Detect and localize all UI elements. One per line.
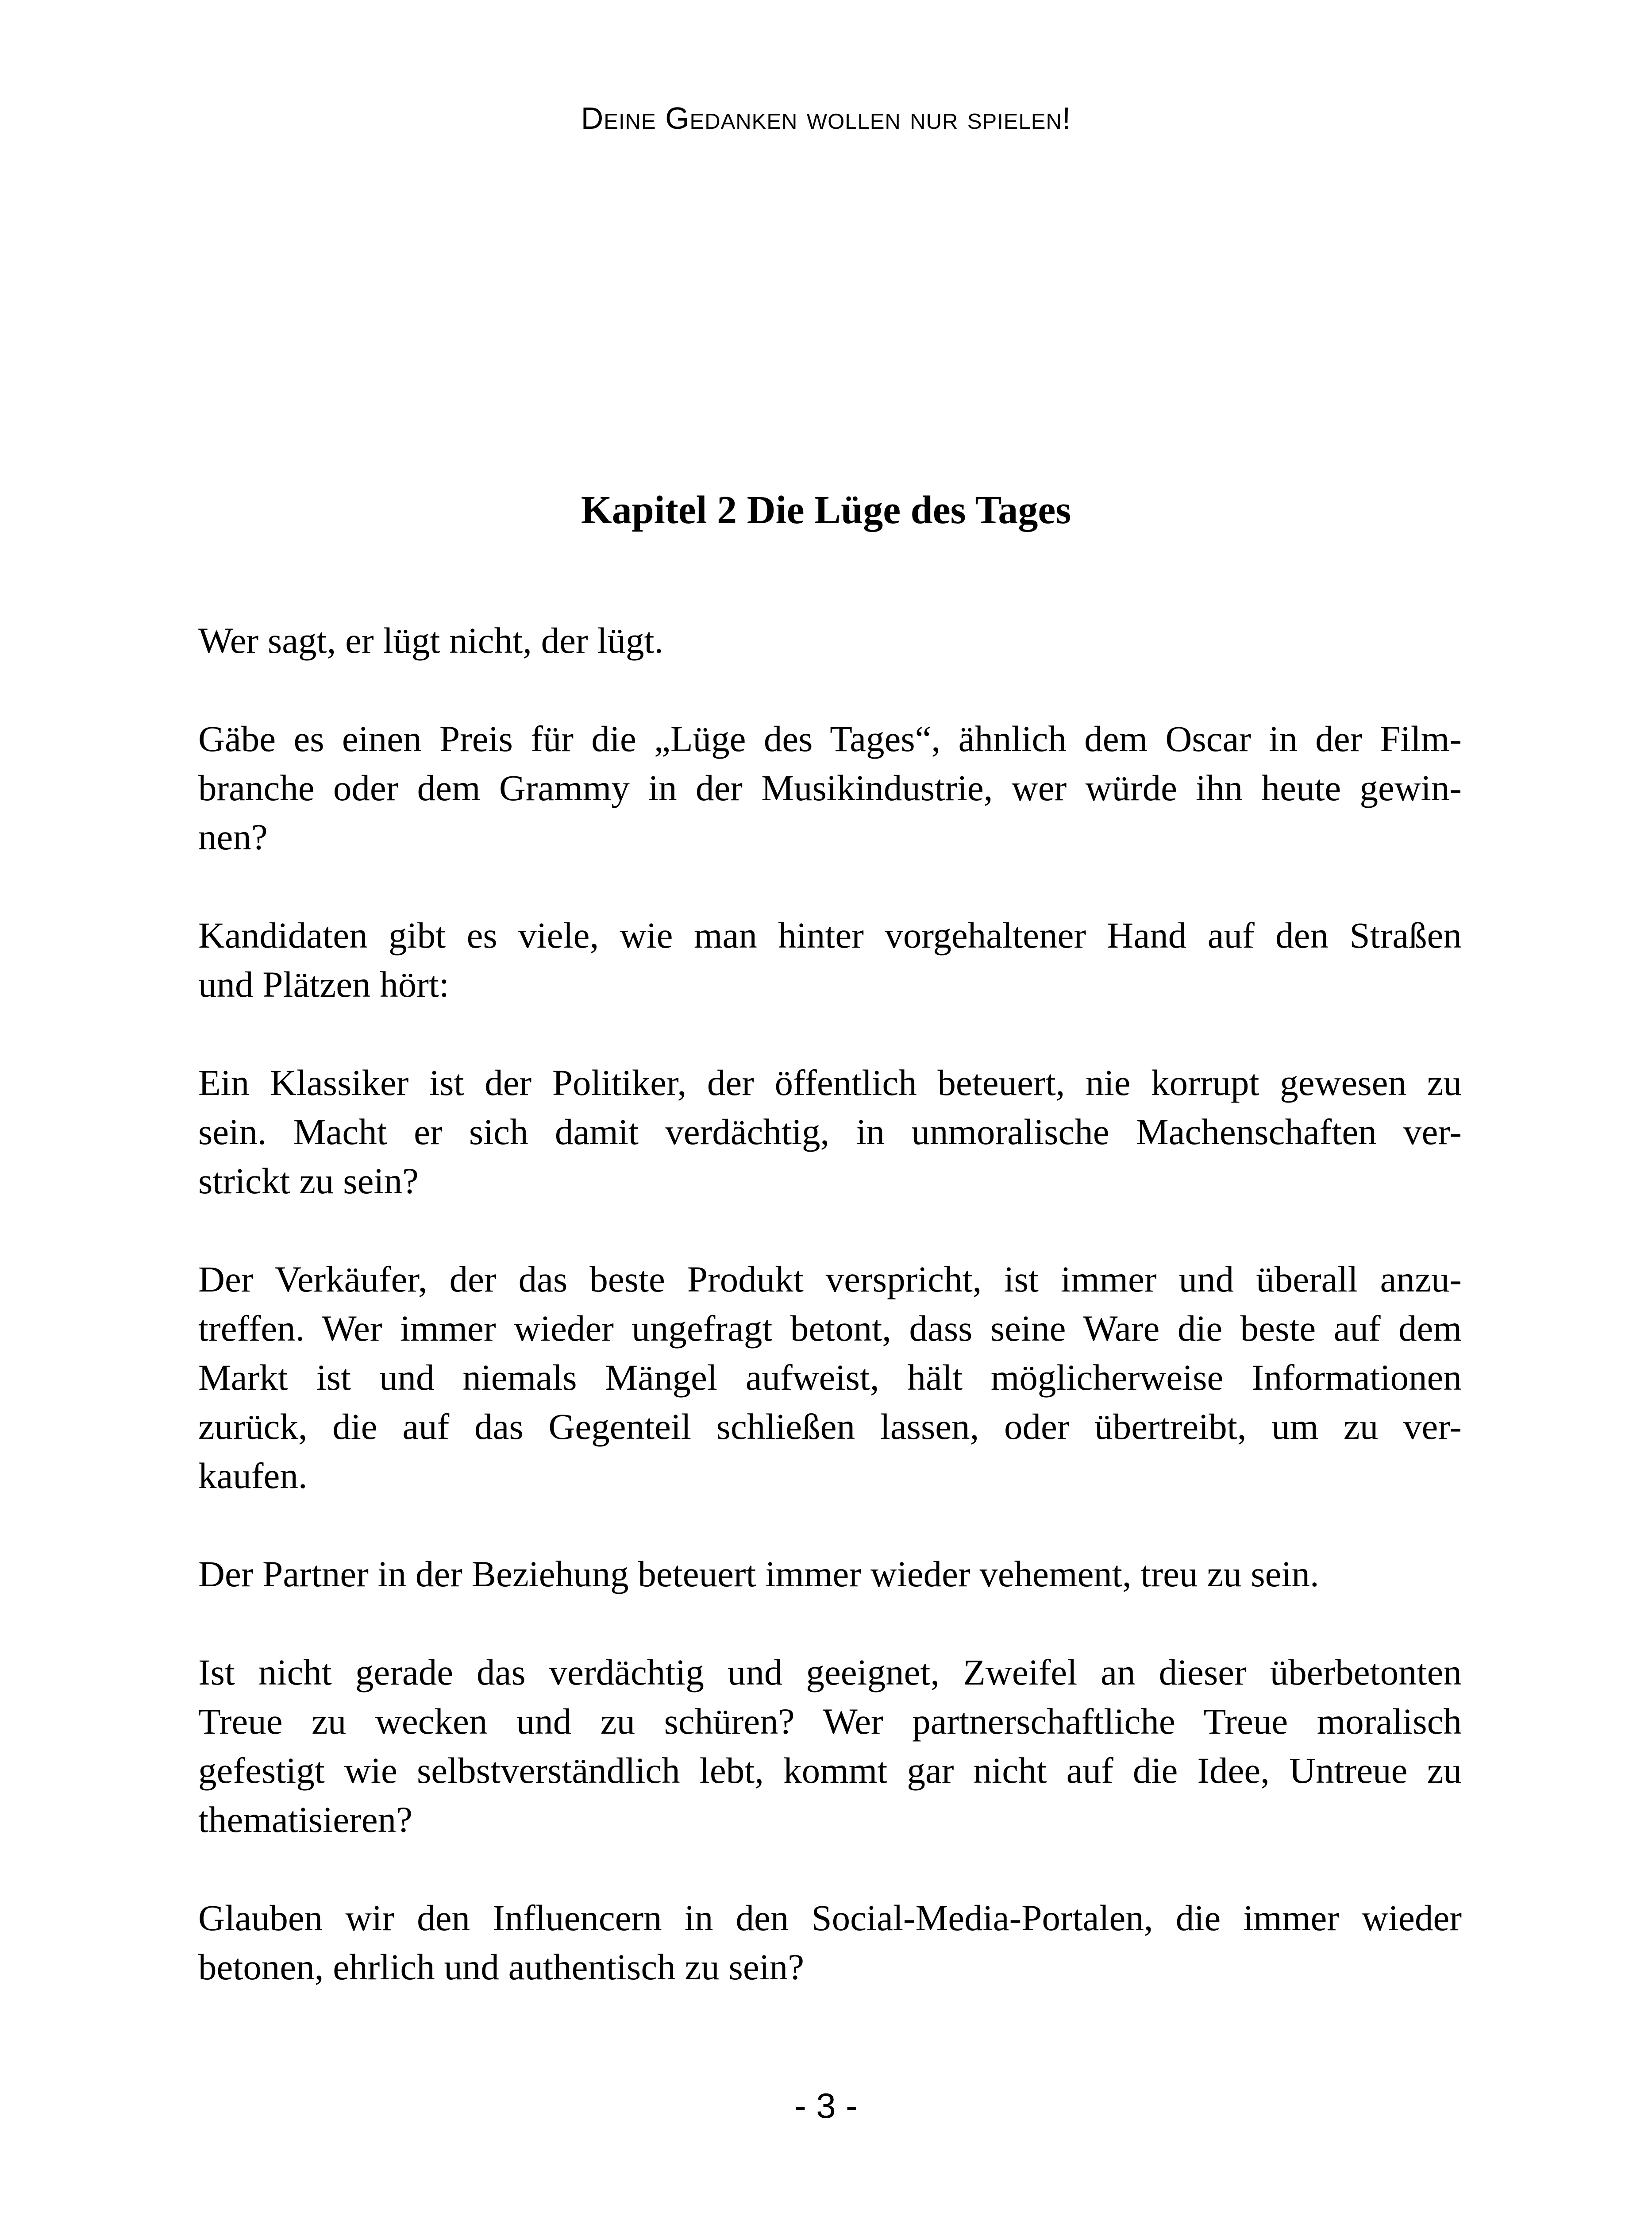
text-line: Ist nicht gerade das verdächtig und geeignet, Zweifel an dieser überbetonten <box>198 1652 1462 1693</box>
text-line: Gäbe es einen Preis für die „Lüge des Tages“, ähnlich dem Oscar in der Film- <box>198 718 1462 759</box>
text-line: treffen. Wer immer wieder ungefragt betont, dass seine Ware die beste auf dem <box>198 1308 1462 1349</box>
text-line: thematisieren? <box>198 1799 412 1840</box>
body-text <box>198 616 1462 2041</box>
text-line: sein. Macht er sich damit verdächtig, in unmoralische Machenschaften ver- <box>198 1111 1462 1152</box>
text-line: Kandidaten gibt es viele, wie man hinter vorgehaltener Hand auf den Straßen <box>198 915 1462 956</box>
text-line: Markt ist und niemals Mängel aufweist, hält möglicherweise Informationen <box>198 1357 1462 1398</box>
paragraph-3 <box>198 911 1462 1009</box>
paragraph-4 <box>198 1058 1462 1206</box>
text-line: Treue zu wecken und zu schüren? Wer partnerschaftliche Treue moralisch <box>198 1701 1462 1742</box>
paragraph-7 <box>198 1648 1462 1844</box>
page-number: - 3 - <box>794 2086 858 2125</box>
text-line: Ein Klassiker ist der Politiker, der öffentlich beteuert, nie korrupt gewesen zu <box>198 1062 1462 1103</box>
text-line: branche oder dem Grammy in der Musikindustrie, wer würde ihn heute gewin- <box>198 767 1462 808</box>
chapter-title: Kapitel 2 Die Lüge des Tages <box>581 488 1071 532</box>
text-line: nen? <box>198 817 268 857</box>
paragraph-1 <box>198 616 1462 665</box>
text-line: zurück, die auf das Gegenteil schließen lassen, oder übertreibt, um zu ver- <box>198 1406 1462 1447</box>
text-line: und Plätzen hört: <box>198 964 450 1005</box>
running-header: Deine Gedanken wollen nur spielen! <box>581 101 1071 135</box>
paragraph-2 <box>198 714 1462 862</box>
paragraph-6 <box>198 1550 1462 1599</box>
text-line: gefestigt wie selbstverständlich lebt, kommt gar nicht auf die Idee, Untreue zu <box>198 1750 1462 1791</box>
text-line: kaufen. <box>198 1455 308 1496</box>
text-line: Der Verkäufer, der das beste Produkt verspricht, ist immer und überall anzu- <box>198 1259 1462 1299</box>
text-line: Der Partner in der Beziehung beteuert immer wieder vehement, treu zu sein. <box>198 1554 1319 1594</box>
text-line: strickt zu sein? <box>198 1160 419 1201</box>
text-line: betonen, ehrlich und authentisch zu sein? <box>198 1947 805 1987</box>
paragraph-8 <box>198 1893 1462 1992</box>
text-line: Wer sagt, er lügt nicht, der lügt. <box>198 620 664 661</box>
text-line: Glauben wir den Influencern in den Social-Media-Portalen, die immer wieder <box>198 1897 1462 1938</box>
paragraph-5 <box>198 1255 1462 1500</box>
